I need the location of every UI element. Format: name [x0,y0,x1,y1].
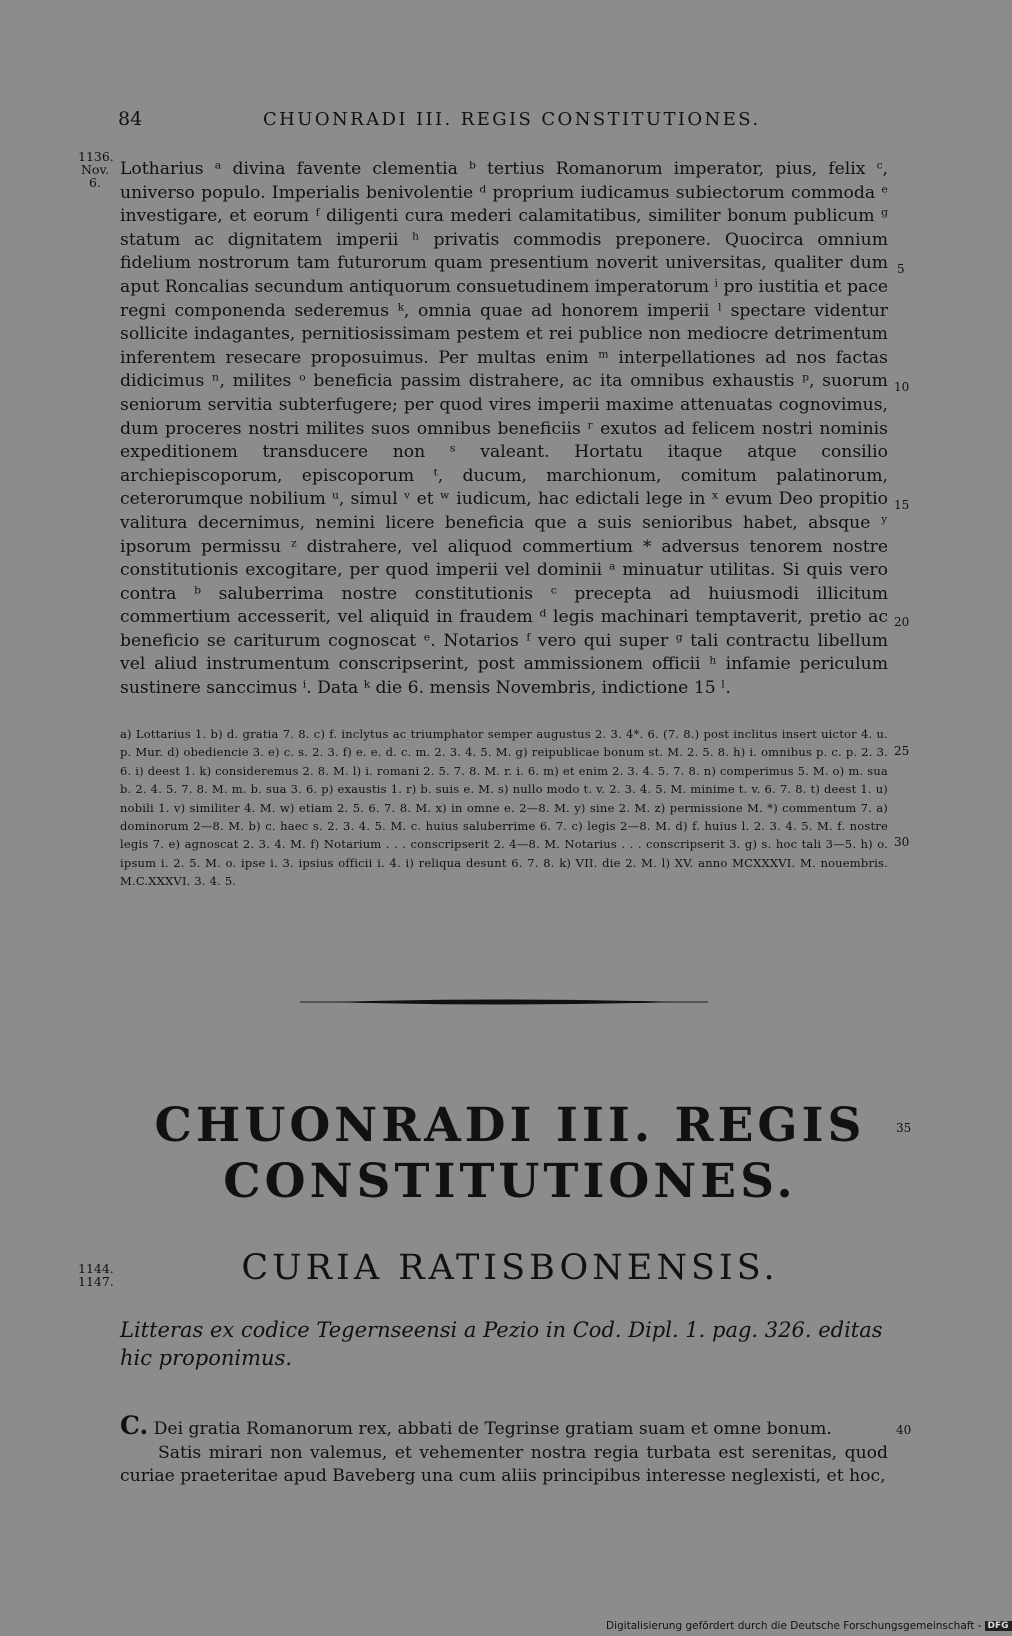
line-number: 30 [894,835,910,849]
edict-body-text: Lotharius ᵃ divina favente clementia ᵇ tertius Romanorum imperator, pius, felix ᶜ, universo populo. Imperialis benivolentie ᵈ proprium iudicamus subiectorum commoda ᵉ investigare, et eorum ᶠ diligenti cura mederi calamitatibus, similiter bonum publicum ᵍ statum ac dignitatem imperii ʰ privatis commodis preponere. Quocirca omnium fidelium nostrorum tam futurorum quam presentium noverit universitas, qualiter dum aput Roncalias secundum antiquorum consuetudinem imperatorum ⁱ pro iustitia et pace regni componenda sederemus ᵏ, omnia quae ad honorem imperii ˡ spectare videntur sollicite indagantes, pernitiosissimam pestem et rei publice non mediocre detrimentum inferentem resecare proposuimus. Per multas enim ᵐ interpellationes ad nos factas didicimus ⁿ, milites ᵒ beneficia passim distrahere, ac ita omnibus exhaustis ᵖ, suorum seniorum servitia subterfugere; per quod vires imperii maxime attenuatas cognovimus, dum proceres nostri milites suos omnibus beneficiis ʳ exutos ad felicem nostri nominis expeditionem transducere non ˢ valeant. Hortatu itaque atque consilio archiepiscoporum, episcoporum ᵗ, ducum, marchionum, comitum palatinorum, ceterorumque nobilium ᵘ, simul ᵛ et ʷ iudicum, hac edictali lege in ˣ evum Deo propitio valitura decernimus, nemini licere beneficia que a suis senioribus habet, absque ʸ ipsorum permissu ᶻ distrahere, vel aliquod commertium * adversus tenorem nostre constitutionis excogitare, per quod imperii vel dominii ᵃ minuatur utilitas. Si quis vero contra ᵇ saluberrima nostre constitutionis ᶜ precepta ad huiusmodi illicitum commertium accesserit, vel aliquid in fraudem ᵈ legis machinari temptaverit, pretio ac beneficio se cariturum cognoscat ᵉ. Notarios ᶠ vero qui super ᵍ tali contractu libellum vel aliud instrumentum conscripserint, post ammissionem officii ʰ infamie periculum sustinere sanccimus ⁱ. Data ᵏ die 6. mensis Novembris, indictione 15 ˡ. [120,159,888,699]
page-number: 84 [118,108,143,130]
critical-apparatus-notes: a) Lottarius 1. b) d. gratia 7. 8. c) f. inclytus ac triumphator semper augustus 2. 3. 4*. 6. (7. 8.) post inclitus insert uictor 4. u. p. Mur. d) obediencie 3. e) c. s. 2. 3. f) e. e. d. c. m. 2. 3. 4. 5. M. g) reipublicae bonum st. M. 2. 5. 8. h) i. omnibus p. c. p. 2. 3. 6. i) deest 1. k) consideremus 2. 8. M. l) i. romani 2. 5. 7. 8. M. r. i. 6. m) et enim 2. 3. 4. 5. 7. 8. n) comperimus 5. M. o) m. sua b. 2. 4. 5. 7. 8. M. m. b. sua 3. 6. p) exaustis 1. r) b. suis e. M. s) nullo modo t. v. 2. 3. 4. 5. M. minime t. v. 6. 7. 8. t) deest 1. u) nobili 1. v) similiter 4. M. w) etiam 2. 5. 6. 7. 8. M. x) in omne e. 2—8. M. y) sine 2. M. z) permissione M. *) commentum 7. a) dominorum 2—8. M. b) c. haec s. 2. 3. 4. 5. M. c. huius saluberrime 6. 7. c) legis 2—8. M. d) f. huius l. 2. 3. 4. 5. M. f. nostre legis 7. e) agnoscat 2. 3. 4. M. f) Notarium . . . conscripserit 2. 4—8. M. Notarius . . . conscripserit 3. g) s. hoc tali 3—5. h) o. ipsum i. 2. 5. M. o. ipse i. 3. ipsius officii i. 4. i) reliqua desunt 6. 7. 8. k) VII. die 2. M. l) XV. anno MCXXXVI. M. nouembris. M.C.XXXVI. 3. 4. 5. [120,727,888,889]
chapter-title: CHUONRADI III. REGIS CONSTITUTIONES. [154,1098,866,1209]
page-header [118,108,888,132]
line-number: 15 [894,498,910,512]
line-number: 5 [897,262,905,276]
margin-date-1136: 1136. Nov. 6. [78,149,114,190]
running-title: CHUONRADI III. REGIS CONSTITUTIONES. [263,109,761,130]
line-number: 35 [896,1121,912,1135]
section-title: CURIA RATISBONENSIS. [241,1248,779,1288]
letter-opening: Dei gratia Romanorum rex, abbati de Tegrinse gratiam suam et omne bonum. [153,1419,832,1439]
ornamental-rule [300,998,708,1006]
digitization-footer: Digitalisierung gefördert durch die Deutsche Forschungsgemeinschaft - DFG [606,1620,1012,1632]
opening-initial: C. [120,1411,149,1440]
line-number: 25 [894,744,910,758]
line-number: 40 [896,1423,912,1437]
line-number: 10 [894,380,910,394]
margin-date-1144: 1144. 1147. [78,1261,114,1289]
dfg-logo: DFG [985,1621,1012,1631]
letter-text [120,1411,888,1489]
letter-continuation: Satis mirari non valemus, et vehementer nostra regia turbata est serenitas, quod curiae praeteritae apud Baveberg una cum aliis principibus interesse neglexisti, et hoc, [120,1442,888,1487]
editorial-intro: Litteras ex codice Tegernseensi a Pezio in Cod. Dipl. 1. pag. 326. editas hic proponimus. [120,1318,883,1370]
line-number: 20 [894,615,910,629]
